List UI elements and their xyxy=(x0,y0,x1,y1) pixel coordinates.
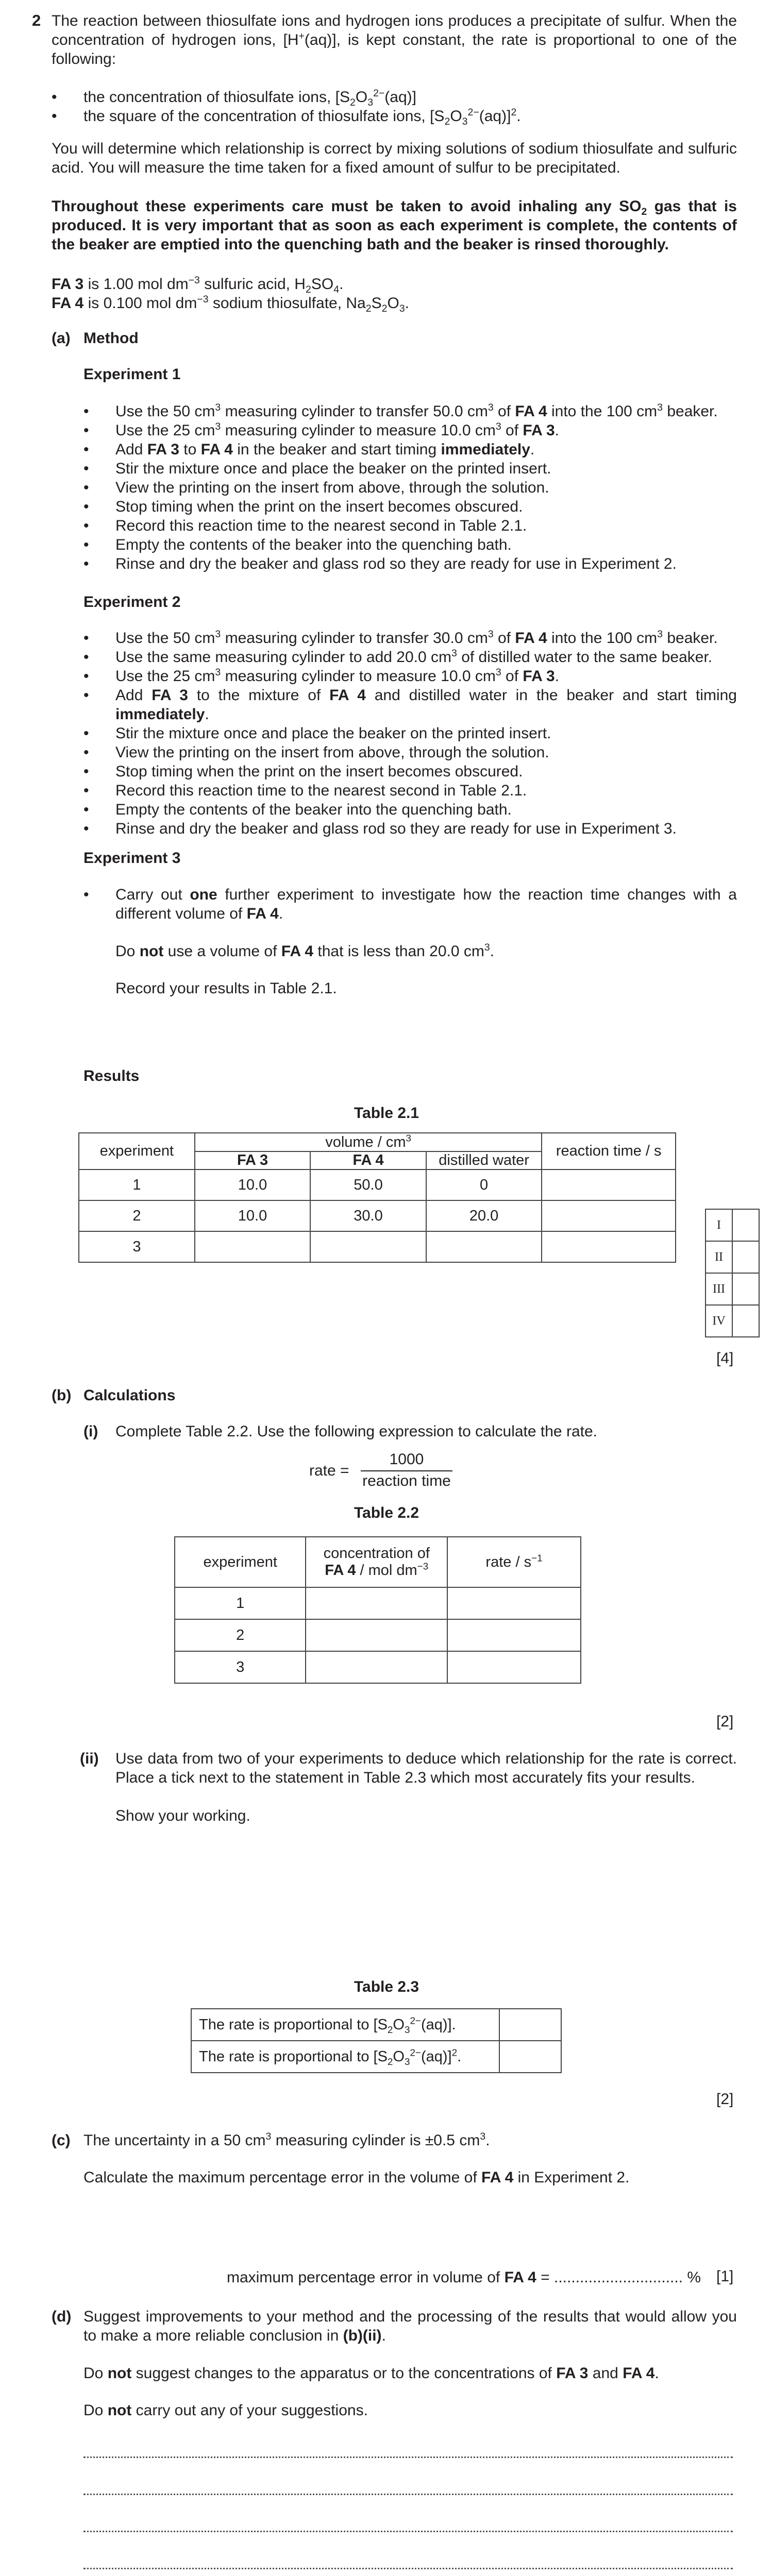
t21-header-water: distilled water xyxy=(426,1151,542,1170)
answer-dots[interactable]: .............................. xyxy=(554,2269,683,2286)
t21-time-input-cell[interactable] xyxy=(542,1170,676,1200)
exp2-step-1: • Use the 50 $cm^3$ measuring cylinder to transfer 30.0 $cm^3$ of FA 4 into the 100 $cm^3$ beaker. xyxy=(83,629,737,648)
part-d-text-3: Do not carry out any of your suggestions. xyxy=(83,2402,368,2419)
t22-cell: 3 xyxy=(175,1651,306,1683)
t22-cell: 1 xyxy=(175,1587,306,1619)
exp2-step-9: • Empty the contents of the beaker into the quenching bath. xyxy=(83,800,737,819)
t21-header-volume: volume / $cm^3$ xyxy=(195,1133,542,1151)
table-2-3-title: Table 2.3 xyxy=(354,1978,419,1995)
examiner-box xyxy=(732,1305,759,1337)
exp3-steps xyxy=(83,885,737,923)
exp1-title: Experiment 1 xyxy=(83,366,181,383)
answer-line-2[interactable] xyxy=(83,2494,733,2495)
exp1-step-9: • Rinse and dry the beaker and glass rod so they are ready for use in Experiment 2. xyxy=(83,554,737,573)
results-heading: Results xyxy=(83,1067,140,1084)
t21-cell: 30.0 xyxy=(310,1200,426,1231)
formula-denominator: reaction time xyxy=(362,1472,451,1489)
intro-bullet-2: • the square of the concentration of thiosulfate ions, $[S_2O_3^{2-}(aq)]^2$. xyxy=(52,107,737,126)
t21-header-experiment: experiment xyxy=(79,1133,195,1170)
t21-header-fa4: FA 4 xyxy=(310,1151,426,1170)
part-b-title: Calculations xyxy=(83,1387,176,1404)
exp3-step-1: • Carry out one further experiment to investigate how the reaction time changes with a different volume of FA 4. xyxy=(83,885,737,923)
answer-unit: % xyxy=(687,2269,701,2286)
t21-time-input-cell[interactable] xyxy=(542,1200,676,1231)
part-d-text: Suggest improvements to your method and the processing of the results that would allow you to make a more reliable conclusion in (b)(ii). xyxy=(83,2308,737,2344)
exp1-steps xyxy=(83,402,737,573)
t21-cell: 1 xyxy=(79,1170,195,1200)
intro-paragraph: The reaction between thiosulfate ions and hydrogen ions produces a precipitate of sulfur. When the concentration of hydrogen ions, [H+(aq)], is kept constant, the rate is proportional to one of the following: xyxy=(52,12,737,67)
examiner-box xyxy=(732,1241,759,1273)
part-d-label: (d) xyxy=(52,2308,72,2325)
t21-water-input-cell[interactable] xyxy=(426,1231,542,1262)
examiner-label: IV xyxy=(705,1305,732,1337)
intro-paragraph-2: You will determine which relationship is correct by mixing solutions of sodium thiosulfate and sulfuric acid. You will measure the time taken for a fixed amount of sulfur to be precipitated. xyxy=(52,140,737,176)
table-row xyxy=(175,1587,581,1619)
examiner-label: I xyxy=(705,1209,732,1241)
t22-cell: 2 xyxy=(175,1619,306,1651)
t22-conc-input-cell[interactable] xyxy=(306,1587,447,1619)
part-b-ii-label: (ii) xyxy=(80,1750,99,1767)
table-row xyxy=(191,2009,561,2041)
part-b-i-label: (i) xyxy=(83,1423,98,1440)
table-2-1-title: Table 2.1 xyxy=(354,1105,419,1122)
t23-statement-2: The rate is proportional to $[S_2O_3^{2-}(aq)]^2$. xyxy=(191,2041,499,2073)
exp3-title: Experiment 3 xyxy=(83,850,181,867)
exp2-step-5: • Stir the mixture once and place the beaker on the printed insert. xyxy=(83,724,737,743)
t21-header-time: reaction time / s xyxy=(542,1133,676,1170)
answer-line-4[interactable] xyxy=(83,2568,733,2569)
t21-fa4-input-cell[interactable] xyxy=(310,1231,426,1262)
exp1-step-7: • Record this reaction time to the nearest second in Table 2.1. xyxy=(83,516,737,535)
answer-line-1[interactable] xyxy=(83,2456,733,2458)
t22-header-rate: rate / $s^{-1}$ xyxy=(447,1537,581,1587)
part-b-i-text: Complete Table 2.2. Use the following expression to calculate the rate. xyxy=(115,1423,597,1440)
fa3-description: FA 3 is 1.00 mol $dm^{-3}$ sulfuric acid, $H_2SO_4$. xyxy=(52,275,344,295)
exp2-step-4: • Add FA 3 to the mixture of FA 4 and distilled water in the beaker and start timing immediately. xyxy=(83,686,737,724)
exp2-step-2: • Use the same measuring cylinder to add 20.0 $cm^3$ of distilled water to the same beaker. xyxy=(83,648,737,667)
t22-header-experiment: experiment xyxy=(175,1537,306,1587)
t23-tick-box-2[interactable] xyxy=(499,2041,561,2073)
formula-numerator: 1000 xyxy=(389,1451,424,1468)
t23-tick-box-1[interactable] xyxy=(499,2009,561,2041)
examiner-box xyxy=(732,1209,759,1241)
part-d-text-2: Do not suggest changes to the apparatus or to the concentrations of FA 3 and FA 4. xyxy=(83,2365,659,2382)
exp1-step-5: • View the printing on the insert from above, through the solution. xyxy=(83,478,737,497)
part-c-label: (c) xyxy=(52,2132,71,2149)
examiner-box xyxy=(732,1273,759,1305)
part-b-label: (b) xyxy=(52,1387,72,1404)
fa4-description: FA 4 is 0.100 mol $dm^{-3}$ sodium thiosulfate, $Na_2S_2O_3$. xyxy=(52,294,410,314)
table-row xyxy=(79,1231,676,1262)
exp1-step-4: • Stir the mixture once and place the beaker on the printed insert. xyxy=(83,459,737,478)
t21-time-input-cell[interactable] xyxy=(542,1231,676,1262)
part-b-ii-text-2: Show your working. xyxy=(115,1807,250,1824)
table-row xyxy=(191,2041,561,2073)
exp2-steps xyxy=(83,629,737,838)
t22-rate-input-cell[interactable] xyxy=(447,1619,581,1651)
table-row xyxy=(175,1619,581,1651)
t21-cell: 20.0 xyxy=(426,1200,542,1231)
examiner-label: II xyxy=(705,1241,732,1273)
mark-part-b-i: [2] xyxy=(716,1713,734,1730)
exp1-step-3: • Add FA 3 to FA 4 in the beaker and start timing immediately. xyxy=(83,440,737,459)
t22-conc-input-cell[interactable] xyxy=(306,1619,447,1651)
exp2-step-8: • Record this reaction time to the nearest second in Table 2.1. xyxy=(83,781,737,800)
table-2-2-title: Table 2.2 xyxy=(354,1504,419,1521)
part-b-ii-text: Use data from two of your experiments to deduce which relationship for the rate is correct. Place a tick next to the statement in Table 2.3 which most accurately fits your results. xyxy=(115,1750,737,1786)
exp1-step-6: • Stop timing when the print on the insert becomes obscured. xyxy=(83,497,737,516)
question-number: 2 xyxy=(32,11,41,29)
exp2-step-6: • View the printing on the insert from above, through the solution. xyxy=(83,743,737,762)
part-c-text-2: Calculate the maximum percentage error in the volume of FA 4 in Experiment 2. xyxy=(83,2169,630,2186)
exp3-note-2: Record your results in Table 2.1. xyxy=(115,980,337,997)
t22-conc-input-cell[interactable] xyxy=(306,1651,447,1683)
t21-cell: 50.0 xyxy=(310,1170,426,1200)
examiner-boxes xyxy=(705,1209,760,1337)
safety-warning: Throughout these experiments care must be taken to avoid inhaling any $SO_2$ gas that is produced. It is very important that as soon as each experiment is complete, the contents of the beaker are emptied into the quenching bath and the beaker is rinsed thoroughly. xyxy=(52,198,737,253)
t23-statement-1: The rate is proportional to $[S_2O_3^{2-}(aq)]$. xyxy=(191,2009,499,2041)
answer-line-3[interactable] xyxy=(83,2531,733,2532)
table-2-2 xyxy=(174,1536,581,1684)
table-row xyxy=(175,1651,581,1683)
exp2-title: Experiment 2 xyxy=(83,594,181,611)
exp2-step-10: • Rinse and dry the beaker and glass rod so they are ready for use in Experiment 3. xyxy=(83,819,737,838)
rate-formula xyxy=(304,1446,459,1492)
table-row xyxy=(79,1170,676,1200)
exp1-step-2: • Use the 25 $cm^3$ measuring cylinder to measure 10.0 $cm^3$ of FA 3. xyxy=(83,421,737,440)
exp1-step-1: • Use the 50 $cm^3$ measuring cylinder to transfer 50.0 $cm^3$ of FA 4 into the 100 $cm^3$ beaker. xyxy=(83,402,737,421)
table-row xyxy=(79,1200,676,1231)
formula-lhs: rate = xyxy=(309,1462,349,1479)
mark-part-c: [1] xyxy=(716,2268,734,2285)
t22-header-concentration: concentration of FA 4 / mol $dm^{-3}$ xyxy=(306,1537,447,1587)
exp1-step-8: • Empty the contents of the beaker into the quenching bath. xyxy=(83,535,737,554)
part-c-text: The uncertainty in a 50 $cm^3$ measuring cylinder is ±0.5 $cm^3$. xyxy=(83,2131,490,2149)
t21-cell: 0 xyxy=(426,1170,542,1200)
t21-cell: 2 xyxy=(79,1200,195,1231)
t21-cell: 3 xyxy=(79,1231,195,1262)
t22-header-conc-line1: concentration of xyxy=(323,1545,430,1562)
mark-part-b-ii: [2] xyxy=(716,2091,734,2108)
part-a-label: (a) xyxy=(52,330,71,347)
t21-cell: 10.0 xyxy=(195,1170,311,1200)
exp2-step-3: • Use the 25 $cm^3$ measuring cylinder to measure 10.0 $cm^3$ of FA 3. xyxy=(83,667,737,686)
exp2-step-7: • Stop timing when the print on the insert becomes obscured. xyxy=(83,762,737,781)
examiner-label: III xyxy=(705,1273,732,1305)
t21-header-fa3: FA 3 xyxy=(195,1151,311,1170)
t21-cell: 10.0 xyxy=(195,1200,311,1231)
t22-rate-input-cell[interactable] xyxy=(447,1651,581,1683)
part-c-answer-line: maximum percentage error in volume of FA 4 = .............................. % xyxy=(227,2269,701,2286)
t21-fa3-input-cell[interactable] xyxy=(195,1231,311,1262)
intro-bullet-1: • the concentration of thiosulfate ions, $[S_2O_3^{2-}(aq)]$ xyxy=(52,88,737,107)
part-a-title: Method xyxy=(83,330,139,347)
t22-rate-input-cell[interactable] xyxy=(447,1587,581,1619)
mark-part-a: [4] xyxy=(716,1350,734,1367)
table-2-1 xyxy=(78,1132,676,1263)
exp3-note-1: Do not use a volume of FA 4 that is less than 20.0 $cm^3$. xyxy=(115,942,495,960)
table-2-3 xyxy=(191,2008,562,2073)
intro-bullets xyxy=(52,88,737,126)
